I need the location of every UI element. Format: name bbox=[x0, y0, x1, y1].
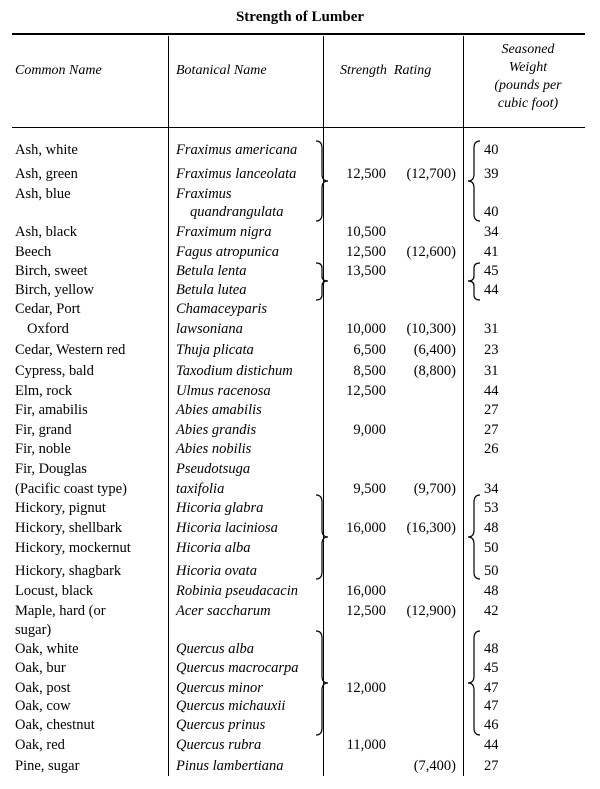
botanical-name-cell: quandrangulata bbox=[190, 204, 284, 220]
seasoned-weight-cell: 27 bbox=[484, 758, 499, 774]
column-divider-3 bbox=[463, 36, 464, 776]
strength-rating-cell: 12,500 bbox=[346, 603, 386, 619]
strength-rating-cell: 16,000 bbox=[346, 520, 386, 536]
common-name-cell: Fir, amabilis bbox=[15, 402, 88, 418]
common-name-cell: Pine, sugar bbox=[15, 758, 80, 774]
strength-alt-cell: (10,300) bbox=[406, 321, 456, 337]
header-botanical-name: Botanical Name bbox=[176, 63, 267, 78]
botanical-name-cell: taxifolia bbox=[176, 481, 225, 497]
common-name-cell: Cedar, Western red bbox=[15, 342, 126, 358]
seasoned-weight-cell: 46 bbox=[484, 717, 499, 733]
strength-brace-oak bbox=[314, 630, 330, 736]
seasoned-weight-cell: 26 bbox=[484, 441, 499, 457]
seasoned-weight-cell: 53 bbox=[484, 500, 499, 516]
seasoned-weight-cell: 45 bbox=[484, 660, 499, 676]
strength-rating-cell: 13,500 bbox=[346, 263, 386, 279]
seasoned-weight-cell: 27 bbox=[484, 422, 499, 438]
botanical-name-cell: Acer saccharum bbox=[176, 603, 271, 619]
botanical-name-cell: Fraximum nigra bbox=[176, 224, 272, 240]
weight-brace-ash bbox=[466, 140, 482, 222]
seasoned-weight-cell: 31 bbox=[484, 363, 499, 379]
strength-brace-hickory bbox=[314, 494, 330, 580]
seasoned-weight-cell: 27 bbox=[484, 402, 499, 418]
strength-alt-cell: (7,400) bbox=[413, 758, 456, 774]
header-seasoned-weight-line: cubic foot) bbox=[497, 96, 559, 111]
botanical-name-cell: Fraximus americana bbox=[176, 142, 298, 158]
header-seasoned-weight bbox=[468, 41, 588, 113]
botanical-name-cell: Quercus rubra bbox=[176, 737, 262, 753]
botanical-name-cell: Quercus minor bbox=[176, 680, 263, 696]
common-name-cell: Oak, cow bbox=[15, 698, 71, 714]
seasoned-weight-cell: 48 bbox=[484, 641, 499, 657]
seasoned-weight-cell: 44 bbox=[484, 282, 499, 298]
botanical-name-cell: Chamaceyparis bbox=[176, 301, 268, 317]
strength-brace-birch bbox=[314, 262, 330, 302]
common-name-cell: Hickory, pignut bbox=[15, 500, 106, 516]
common-name-cell: Beech bbox=[15, 244, 52, 260]
botanical-name-cell: Quercus michauxii bbox=[176, 698, 286, 714]
strength-rating-cell: 12,000 bbox=[346, 680, 386, 696]
botanical-name-cell: Hicoria ovata bbox=[176, 563, 257, 579]
botanical-name-cell: Betula lutea bbox=[176, 282, 247, 298]
seasoned-weight-cell: 48 bbox=[484, 520, 499, 536]
seasoned-weight-cell: 41 bbox=[484, 244, 499, 260]
botanical-name-cell: Hicoria laciniosa bbox=[176, 520, 278, 536]
strength-alt-cell: (12,900) bbox=[406, 603, 456, 619]
common-name-cell: Fir, noble bbox=[15, 441, 71, 457]
seasoned-weight-cell: 44 bbox=[484, 737, 499, 753]
common-name-cell: Ash, white bbox=[15, 142, 78, 158]
botanical-name-cell: Fagus atropunica bbox=[176, 244, 279, 260]
column-divider-1 bbox=[168, 36, 169, 776]
strength-alt-cell: (16,300) bbox=[406, 520, 456, 536]
common-name-cell: Oak, chestnut bbox=[15, 717, 95, 733]
common-name-cell: Fir, Douglas bbox=[15, 461, 87, 477]
seasoned-weight-cell: 50 bbox=[484, 563, 499, 579]
strength-alt-cell: (8,800) bbox=[413, 363, 456, 379]
strength-rating-cell: 11,000 bbox=[346, 737, 386, 753]
seasoned-weight-cell: 39 bbox=[484, 166, 499, 182]
common-name-cell: Oak, post bbox=[15, 680, 71, 696]
header-seasoned-weight-line: Weight bbox=[508, 60, 548, 75]
seasoned-weight-cell: 34 bbox=[484, 224, 499, 240]
botanical-name-cell: Quercus macrocarpa bbox=[176, 660, 299, 676]
strength-alt-cell: (9,700) bbox=[413, 481, 456, 497]
header-seasoned-weight-line: (pounds per bbox=[494, 78, 562, 93]
common-name-cell: Birch, yellow bbox=[15, 282, 94, 298]
seasoned-weight-cell: 23 bbox=[484, 342, 499, 358]
common-name-cell: (Pacific coast type) bbox=[15, 481, 127, 497]
common-name-cell: Maple, hard (or bbox=[15, 603, 106, 619]
botanical-name-cell: Fraximus bbox=[176, 186, 232, 202]
seasoned-weight-cell: 44 bbox=[484, 383, 499, 399]
strength-rating-cell: 16,000 bbox=[346, 583, 386, 599]
seasoned-weight-cell: 45 bbox=[484, 263, 499, 279]
common-name-cell: Cedar, Port bbox=[15, 301, 81, 317]
botanical-name-cell: Quercus prinus bbox=[176, 717, 266, 733]
strength-rating-cell: 12,500 bbox=[346, 383, 386, 399]
botanical-name-cell: Fraximus lanceolata bbox=[176, 166, 297, 182]
strength-rating-cell: 12,500 bbox=[346, 166, 386, 182]
common-name-cell: Oak, red bbox=[15, 737, 65, 753]
top-rule bbox=[12, 33, 585, 35]
botanical-name-cell: Hicoria alba bbox=[176, 540, 251, 556]
botanical-name-cell: Quercus alba bbox=[176, 641, 254, 657]
common-name-cell: Ash, blue bbox=[15, 186, 71, 202]
strength-rating-cell: 12,500 bbox=[346, 244, 386, 260]
seasoned-weight-cell: 47 bbox=[484, 680, 499, 696]
strength-rating-cell: 6,500 bbox=[353, 342, 386, 358]
strength-brace-ash bbox=[314, 140, 330, 222]
header-strength-rating: Strength Rating bbox=[340, 63, 432, 78]
weight-brace-oak bbox=[466, 630, 482, 736]
common-name-cell: Birch, sweet bbox=[15, 263, 88, 279]
common-name-cell: Hickory, shellbark bbox=[15, 520, 122, 536]
strength-alt-cell: (12,700) bbox=[406, 166, 456, 182]
strength-rating-cell: 10,500 bbox=[346, 224, 386, 240]
common-name-cell: Elm, rock bbox=[15, 383, 73, 399]
botanical-name-cell: Abies nobilis bbox=[176, 441, 252, 457]
botanical-name-cell: Robinia pseudacacin bbox=[176, 583, 299, 599]
botanical-name-cell: Abies grandis bbox=[176, 422, 257, 438]
botanical-name-cell: Pseudotsuga bbox=[176, 461, 251, 477]
strength-alt-cell: (6,400) bbox=[413, 342, 456, 358]
strength-rating-cell: 9,000 bbox=[353, 422, 386, 438]
botanical-name-cell: Taxodium distichum bbox=[176, 363, 293, 379]
botanical-name-cell: Thuja plicata bbox=[176, 342, 254, 358]
common-name-cell: Ash, black bbox=[15, 224, 78, 240]
common-name-cell: Fir, grand bbox=[15, 422, 72, 438]
header-rule bbox=[12, 127, 585, 128]
common-name-cell: Hickory, shagbark bbox=[15, 563, 122, 579]
weight-brace-hickory bbox=[466, 494, 482, 580]
common-name-cell: Oak, white bbox=[15, 641, 79, 657]
botanical-name-cell: Betula lenta bbox=[176, 263, 247, 279]
seasoned-weight-cell: 31 bbox=[484, 321, 499, 337]
common-name-cell: Oxford bbox=[27, 321, 69, 337]
page-title: Strength of Lumber bbox=[235, 9, 365, 25]
header-common-name: Common Name bbox=[15, 63, 102, 78]
seasoned-weight-cell: 42 bbox=[484, 603, 499, 619]
botanical-name-cell: lawsoniana bbox=[176, 321, 243, 337]
strength-alt-cell: (12,600) bbox=[406, 244, 456, 260]
botanical-name-cell: Pinus lambertiana bbox=[176, 758, 284, 774]
weight-brace-birch bbox=[466, 262, 482, 302]
seasoned-weight-cell: 34 bbox=[484, 481, 499, 497]
botanical-name-cell: Hicoria glabra bbox=[176, 500, 264, 516]
common-name-cell: Oak, bur bbox=[15, 660, 66, 676]
seasoned-weight-cell: 50 bbox=[484, 540, 499, 556]
common-name-cell: Ash, green bbox=[15, 166, 78, 182]
strength-rating-cell: 9,500 bbox=[353, 481, 386, 497]
botanical-name-cell: Ulmus racenosa bbox=[176, 383, 271, 399]
header-seasoned-weight-line: Seasoned bbox=[501, 42, 555, 57]
common-name-cell: Cypress, bald bbox=[15, 363, 94, 379]
seasoned-weight-cell: 40 bbox=[484, 142, 499, 158]
strength-rating-cell: 10,000 bbox=[346, 321, 386, 337]
common-name-cell: sugar) bbox=[15, 622, 52, 638]
common-name-cell: Locust, black bbox=[15, 583, 94, 599]
seasoned-weight-cell: 48 bbox=[484, 583, 499, 599]
seasoned-weight-cell: 47 bbox=[484, 698, 499, 714]
strength-rating-cell: 8,500 bbox=[353, 363, 386, 379]
botanical-name-cell: Abies amabilis bbox=[176, 402, 262, 418]
common-name-cell: Hickory, mockernut bbox=[15, 540, 131, 556]
seasoned-weight-cell: 40 bbox=[484, 204, 499, 220]
